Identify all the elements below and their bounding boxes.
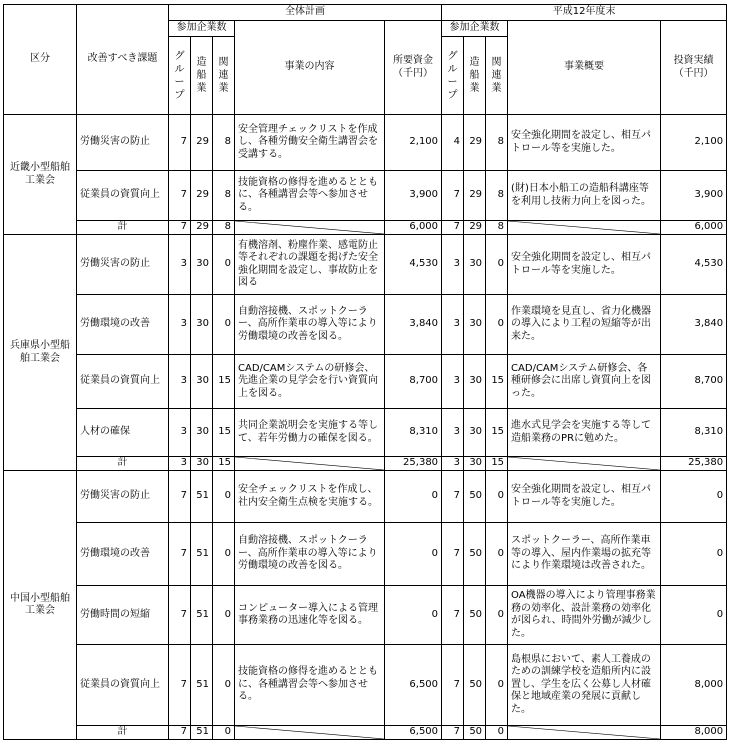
header-group-actual-char: ー (447, 76, 458, 88)
kadai-cell: 労働時間の短縮 (77, 586, 169, 645)
org-name: 中国小型船舶工業会 (4, 471, 77, 740)
shoyo-cell: 0 (385, 471, 442, 523)
shoyo-cell: 3,840 (385, 295, 442, 355)
gaiyo-blank-slash (508, 457, 661, 471)
kadai-cell: 労働災害の防止 (77, 471, 169, 523)
gaiyo-cell: スポットクーラー、高所作業車等の導入、屋内作業場の拡充等により作業環境は改善された。 (508, 523, 661, 586)
header-kubun: 区分 (4, 5, 77, 115)
kanren-count-plan: 0 (213, 645, 235, 726)
group-count-actual: 3 (442, 235, 464, 295)
total-kanren-plan: 15 (213, 457, 235, 471)
shoyo-cell: 0 (385, 523, 442, 586)
total-kanren-actual: 15 (486, 457, 508, 471)
total-jisseki: 8,000 (661, 726, 727, 740)
group-count-actual: 7 (442, 171, 464, 221)
zosen-count-actual: 30 (464, 235, 486, 295)
header-naiyo: 事業の内容 (235, 21, 385, 115)
zosen-count-actual: 50 (464, 523, 486, 586)
kanren-count-plan: 8 (213, 171, 235, 221)
header-zosen-actual-char: 船 (469, 70, 480, 81)
header-zosen-plan-char: 業 (196, 83, 207, 94)
header-group-actual-char: プ (447, 89, 458, 101)
kanren-count-plan: 0 (213, 586, 235, 645)
kanren-count-plan: 0 (213, 471, 235, 523)
kanren-count-plan: 0 (213, 523, 235, 586)
zosen-count-plan: 51 (191, 471, 213, 523)
zosen-count-actual: 50 (464, 471, 486, 523)
group-count-plan: 7 (169, 471, 191, 523)
gaiyo-cell: 安全強化期間を設定し、相互パトロール等を実施した。 (508, 235, 661, 295)
header-zosen-plan (191, 37, 213, 115)
kanren-count-actual: 0 (486, 295, 508, 355)
zosen-count-actual: 29 (464, 171, 486, 221)
kadai-cell: 従業員の資質向上 (77, 645, 169, 726)
jisseki-cell: 2,100 (661, 115, 727, 171)
kadai-cell: 労働災害の防止 (77, 235, 169, 295)
total-group-plan: 7 (169, 221, 191, 235)
naiyo-cell: 有機溶剤、粉塵作業、感電防止等それぞれの課題を掲げた安全強化期間を設定し、事故防止を図る (235, 235, 385, 295)
kadai-cell: 労働環境の改善 (77, 295, 169, 355)
zosen-count-plan: 30 (191, 355, 213, 409)
header-kanren-plan (213, 37, 235, 115)
header-shoyo: 所要資金（千円） (385, 21, 442, 115)
kanren-count-plan: 0 (213, 295, 235, 355)
total-zosen-plan: 30 (191, 457, 213, 471)
kanren-count-actual: 15 (486, 355, 508, 409)
kadai-cell: 従業員の資質向上 (77, 355, 169, 409)
kanren-count-plan: 15 (213, 355, 235, 409)
kanren-count-plan: 8 (213, 115, 235, 171)
table-row (4, 471, 727, 523)
org-name: 近畿小型船舶工業会 (4, 115, 77, 235)
group-count-plan: 7 (169, 586, 191, 645)
gaiyo-cell: (財)日本小船工の造船科講座等を利用し技術力向上を図った。 (508, 171, 661, 221)
kadai-cell: 労働災害の防止 (77, 115, 169, 171)
naiyo-cell: 技能資格の修得を進めるとともに、各種講習会等へ参加させる。 (235, 645, 385, 726)
header-group-actual-char: グ (447, 50, 458, 62)
header-sanka-plan: 参加企業数 (169, 21, 235, 37)
gaiyo-cell: 島根県において、素人工養成のための訓練学校を造船所内に設置し、学生を広く公募し人材確保と地域産業の発展に貢献した。 (508, 645, 661, 726)
total-group-plan: 3 (169, 457, 191, 471)
header-jisseki: 投資実績（千円） (661, 21, 727, 115)
shoyo-cell: 8,310 (385, 409, 442, 457)
jisseki-cell: 3,840 (661, 295, 727, 355)
shoyo-cell: 6,500 (385, 645, 442, 726)
naiyo-blank-slash (235, 221, 385, 235)
total-shoyo: 6,500 (385, 726, 442, 740)
table-row (4, 409, 727, 457)
table-row (4, 235, 727, 295)
kanren-count-actual: 0 (486, 586, 508, 645)
total-shoyo: 6,000 (385, 221, 442, 235)
header-kanren-actual-char: 連 (491, 70, 502, 81)
header-group-plan-char: ル (174, 63, 185, 75)
header-group-plan-char: ー (174, 76, 185, 88)
total-shoyo: 25,380 (385, 457, 442, 471)
kanren-count-actual: 0 (486, 645, 508, 726)
group-count-actual: 4 (442, 115, 464, 171)
group-count-plan: 3 (169, 295, 191, 355)
group-count-plan: 7 (169, 645, 191, 726)
total-zosen-plan: 51 (191, 726, 213, 740)
group-count-plan: 7 (169, 171, 191, 221)
naiyo-blank-slash (235, 457, 385, 471)
group-count-actual: 7 (442, 523, 464, 586)
table-row (4, 645, 727, 726)
jisseki-cell: 8,310 (661, 409, 727, 457)
total-group-actual: 3 (442, 457, 464, 471)
total-label: 計 (77, 726, 169, 740)
jisseki-cell: 3,900 (661, 171, 727, 221)
total-kanren-actual: 8 (486, 221, 508, 235)
table-row (4, 355, 727, 409)
investment-table (3, 4, 727, 740)
jisseki-cell: 8,000 (661, 645, 727, 726)
header-kanren-plan-char: 関 (218, 57, 229, 68)
header-group-actual (442, 37, 464, 115)
naiyo-cell: 安全チェックリストを作成し、社内安全衛生点検を実施する。 (235, 471, 385, 523)
zosen-count-actual: 50 (464, 586, 486, 645)
zosen-count-plan: 30 (191, 235, 213, 295)
kanren-count-actual: 0 (486, 471, 508, 523)
group-count-plan: 3 (169, 235, 191, 295)
total-zosen-actual: 30 (464, 457, 486, 471)
header-kanren-actual-char: 業 (491, 83, 502, 94)
total-label: 計 (77, 457, 169, 471)
header-group-plan-char: グ (174, 50, 185, 62)
table-row (4, 523, 727, 586)
header-zosen-actual-char: 業 (469, 83, 480, 94)
header-heisei: 平成12年度末 (442, 5, 727, 21)
org-name: 兵庫県小型船舶工業会 (4, 235, 77, 471)
header-kanren-actual-char: 関 (491, 57, 502, 68)
table-row (4, 586, 727, 645)
group-count-actual: 7 (442, 645, 464, 726)
total-zosen-actual: 29 (464, 221, 486, 235)
total-group-actual: 7 (442, 726, 464, 740)
group-count-actual: 3 (442, 295, 464, 355)
total-jisseki: 25,380 (661, 457, 727, 471)
group-count-actual: 3 (442, 355, 464, 409)
group-count-actual: 7 (442, 586, 464, 645)
total-group-actual: 7 (442, 221, 464, 235)
kanren-count-actual: 0 (486, 235, 508, 295)
total-row (4, 726, 727, 740)
header-kanren-plan-char: 連 (218, 70, 229, 81)
header-zosen-plan-char: 造 (196, 57, 207, 68)
jisseki-cell: 0 (661, 523, 727, 586)
kanren-count-actual: 8 (486, 115, 508, 171)
gaiyo-blank-slash (508, 726, 661, 740)
header-gaiyo: 事業概要 (508, 21, 661, 115)
header-kadai: 改善すべき課題 (77, 5, 169, 115)
kanren-count-actual: 0 (486, 523, 508, 586)
header-group-plan (169, 37, 191, 115)
header-zosen-plan-char: 船 (196, 70, 207, 81)
kadai-cell: 労働環境の改善 (77, 523, 169, 586)
naiyo-cell: 自動溶接機、スポットクーラー、高所作業車の導入等により労働環境の改善を図る。 (235, 523, 385, 586)
gaiyo-cell: 安全強化期間を設定し、相互パトロール等を実施した。 (508, 471, 661, 523)
zosen-count-actual: 30 (464, 355, 486, 409)
total-jisseki: 6,000 (661, 221, 727, 235)
group-count-actual: 3 (442, 409, 464, 457)
zosen-count-plan: 51 (191, 645, 213, 726)
total-zosen-plan: 29 (191, 221, 213, 235)
shoyo-cell: 3,900 (385, 171, 442, 221)
shoyo-cell: 8,700 (385, 355, 442, 409)
kanren-count-plan: 15 (213, 409, 235, 457)
total-kanren-plan: 8 (213, 221, 235, 235)
jisseki-cell: 0 (661, 471, 727, 523)
kanren-count-plan: 0 (213, 235, 235, 295)
naiyo-cell: 共同企業説明会を実施する等して、若年労働力の確保を図る。 (235, 409, 385, 457)
table-row (4, 171, 727, 221)
gaiyo-blank-slash (508, 221, 661, 235)
header-kanren-plan-char: 業 (218, 83, 229, 94)
zosen-count-actual: 50 (464, 645, 486, 726)
gaiyo-cell: 作業環境を見直し、省力化機器の導入により工程の短縮等が出来た。 (508, 295, 661, 355)
header-zentai: 全体計画 (169, 5, 442, 21)
kadai-cell: 人材の確保 (77, 409, 169, 457)
shoyo-cell: 2,100 (385, 115, 442, 171)
gaiyo-cell: CAD/CAMシステム研修会、各種研修会に出席し資質向上を図った。 (508, 355, 661, 409)
naiyo-blank-slash (235, 726, 385, 740)
total-kanren-plan: 0 (213, 726, 235, 740)
header-sanka-actual: 参加企業数 (442, 21, 508, 37)
zosen-count-plan: 51 (191, 586, 213, 645)
gaiyo-cell: 進水式見学会を実施する等して造船業務のPRに勉めた。 (508, 409, 661, 457)
zosen-count-actual: 29 (464, 115, 486, 171)
group-count-plan: 7 (169, 523, 191, 586)
header-kanren-actual (486, 37, 508, 115)
total-zosen-actual: 50 (464, 726, 486, 740)
header-zosen-actual (464, 37, 486, 115)
zosen-count-plan: 29 (191, 115, 213, 171)
total-row (4, 221, 727, 235)
total-row (4, 457, 727, 471)
header-group-actual-char: ル (447, 63, 458, 75)
naiyo-cell: 安全管理チェックリストを作成し、各種労働安全衛生講習会を受講する。 (235, 115, 385, 171)
shoyo-cell: 0 (385, 586, 442, 645)
group-count-actual: 7 (442, 471, 464, 523)
zosen-count-plan: 51 (191, 523, 213, 586)
total-group-plan: 7 (169, 726, 191, 740)
naiyo-cell: コンピューター導入による管理事務業務の迅速化等を図る。 (235, 586, 385, 645)
kadai-cell: 従業員の資質向上 (77, 171, 169, 221)
group-count-plan: 3 (169, 409, 191, 457)
header-zosen-actual-char: 造 (469, 57, 480, 68)
group-count-plan: 7 (169, 115, 191, 171)
zosen-count-actual: 30 (464, 295, 486, 355)
kanren-count-actual: 8 (486, 171, 508, 221)
zosen-count-actual: 30 (464, 409, 486, 457)
zosen-count-plan: 30 (191, 295, 213, 355)
jisseki-cell: 8,700 (661, 355, 727, 409)
zosen-count-plan: 30 (191, 409, 213, 457)
naiyo-cell: 自動溶接機、スポットクーラー、高所作業車の導入等により労働環境の改善を図る。 (235, 295, 385, 355)
header-group-plan-char: プ (174, 89, 185, 101)
gaiyo-cell: 安全強化期間を設定し、相互パトロール等を実施した。 (508, 115, 661, 171)
shoyo-cell: 4,530 (385, 235, 442, 295)
table-row (4, 295, 727, 355)
gaiyo-cell: OA機器の導入により管理事務業務の効率化、設計業務の効率化が図られ、時間外労働が減少した。 (508, 586, 661, 645)
total-kanren-actual: 0 (486, 726, 508, 740)
zosen-count-plan: 29 (191, 171, 213, 221)
jisseki-cell: 4,530 (661, 235, 727, 295)
kanren-count-actual: 15 (486, 409, 508, 457)
jisseki-cell: 0 (661, 586, 727, 645)
total-label: 計 (77, 221, 169, 235)
table-row (4, 115, 727, 171)
group-count-plan: 3 (169, 355, 191, 409)
naiyo-cell: 技能資格の修得を進めるとともに、各種講習会等へ参加させる。 (235, 171, 385, 221)
naiyo-cell: CAD/CAMシステムの研修会、先進企業の見学会を行い資質向上を図る。 (235, 355, 385, 409)
